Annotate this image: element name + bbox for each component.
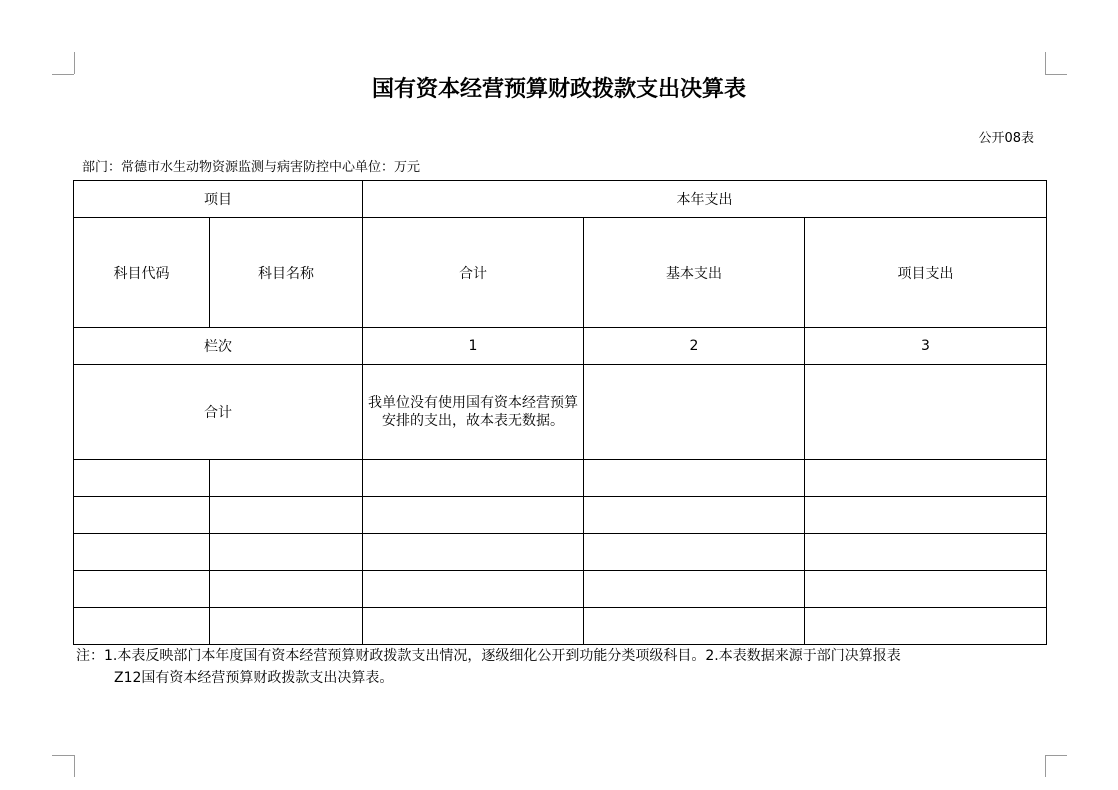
footnote-line-1: 注：1.本表反映部门本年度国有资本经营预算财政拨款支出情况，逐级细化公开到功能分类项级科目。2.本表数据来源于部门决算报表 — [76, 648, 901, 664]
crop-mark-bottom-right — [1045, 755, 1067, 756]
basic-expenditure-header: 基本支出 — [584, 218, 805, 328]
table-row — [74, 608, 1047, 645]
department-unit-line: 部门：常德市水生动物资源监测与病害防控中心单位：万元 — [82, 160, 421, 175]
subject-code-header: 科目代码 — [74, 218, 210, 328]
table-row — [74, 460, 1047, 497]
column-index-row — [74, 328, 1047, 365]
table-row — [74, 497, 1047, 534]
expenditure-table — [73, 180, 1047, 645]
table-row — [74, 534, 1047, 571]
total-value-cell — [363, 365, 584, 460]
index-1-cell: 1 — [363, 328, 584, 365]
total-label-cell: 合计 — [74, 365, 363, 460]
crop-mark-bottom-left — [52, 755, 74, 756]
crop-mark-bottom-right — [1045, 755, 1046, 777]
basic-total-cell — [584, 365, 805, 460]
crop-mark-top-right — [1045, 52, 1046, 74]
no-data-note: 我单位没有使用国有资本经营预算安排的支出，故本表无数据。 — [368, 395, 578, 429]
crop-mark-bottom-left — [74, 755, 75, 777]
header-row — [74, 181, 1047, 218]
total-header: 合计 — [363, 218, 584, 328]
subject-name-header: 科目名称 — [210, 218, 363, 328]
form-code: 公开08表 — [978, 131, 1034, 146]
crop-mark-top-left — [74, 52, 75, 74]
header-item-cell: 项目 — [74, 181, 363, 218]
page-title: 国有资本经营预算财政拨款支出决算表 — [371, 76, 746, 102]
column-header-row — [74, 218, 1047, 328]
project-expenditure-header: 项目支出 — [805, 218, 1047, 328]
project-total-cell — [805, 365, 1047, 460]
footnote — [76, 645, 1046, 689]
index-label-cell: 栏次 — [74, 328, 363, 365]
total-row — [74, 365, 1047, 460]
footnote-line-2: Z12国有资本经营预算财政拨款支出决算表。 — [114, 670, 394, 686]
index-3-cell: 3 — [805, 328, 1047, 365]
index-2-cell: 2 — [584, 328, 805, 365]
table-row — [74, 571, 1047, 608]
header-current-year-cell: 本年支出 — [363, 181, 1047, 218]
